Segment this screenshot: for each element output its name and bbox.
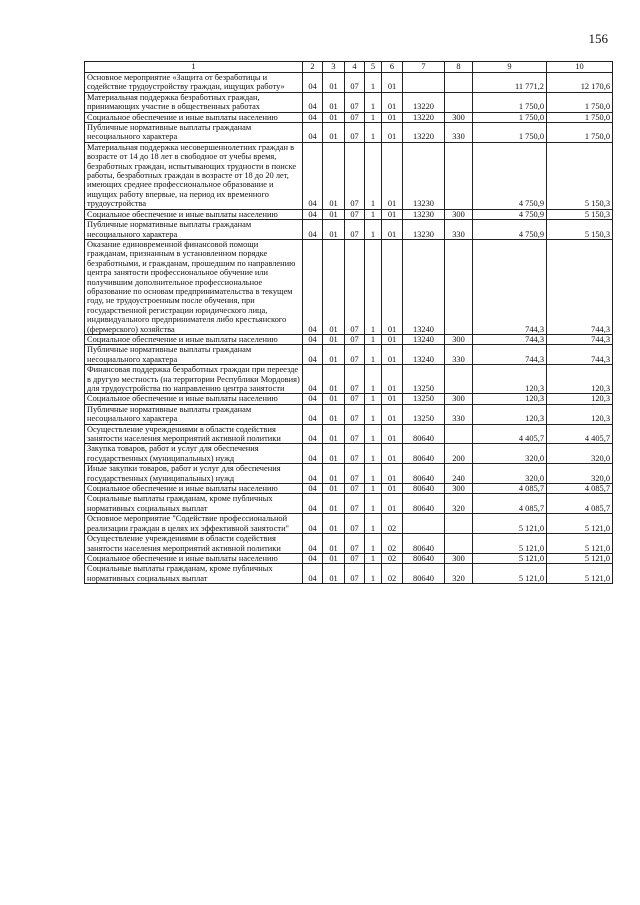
code-cell: 07 — [345, 553, 365, 563]
code-cell: 04 — [303, 424, 323, 444]
amount-cell: 120,3 — [547, 394, 613, 404]
code-cell: 01 — [382, 112, 403, 122]
column-header: 5 — [365, 62, 382, 73]
column-header: 6 — [382, 62, 403, 73]
amount-cell: 744,3 — [473, 239, 547, 334]
code-cell: 04 — [303, 334, 323, 344]
table-row — [85, 220, 613, 240]
column-header: 8 — [445, 62, 473, 73]
row-name-cell: Социальное обеспечение и иные выплаты населению — [85, 484, 303, 494]
code-cell: 1 — [365, 123, 382, 143]
table-row — [85, 534, 613, 554]
amount-cell: 320,0 — [547, 444, 613, 464]
code-cell: 1 — [365, 494, 382, 514]
code-cell: 04 — [303, 484, 323, 494]
column-header: 3 — [323, 62, 345, 73]
code-cell: 04 — [303, 394, 323, 404]
code-cell: 01 — [382, 484, 403, 494]
code-cell: 07 — [345, 514, 365, 534]
code-cell: 04 — [303, 553, 323, 563]
code-cell: 01 — [382, 494, 403, 514]
code-cell: 01 — [382, 444, 403, 464]
code-cell: 07 — [345, 365, 365, 394]
code-cell: 04 — [303, 444, 323, 464]
amount-cell: 4 405,7 — [473, 424, 547, 444]
code-cell: 01 — [323, 394, 345, 404]
code-cell: 04 — [303, 142, 323, 209]
table-row — [85, 345, 613, 365]
code-cell: 01 — [323, 334, 345, 344]
code-cell: 07 — [345, 484, 365, 494]
code-cell: 07 — [345, 239, 365, 334]
row-name-cell: Социальное обеспечение и иные выплаты населению — [85, 112, 303, 122]
amount-cell: 1 750,0 — [473, 123, 547, 143]
header-row — [85, 62, 613, 73]
amount-cell: 744,3 — [473, 345, 547, 365]
amount-cell: 5 121,0 — [547, 553, 613, 563]
code-cell: 13240 — [403, 239, 445, 334]
code-cell: 13240 — [403, 334, 445, 344]
code-cell: 13220 — [403, 112, 445, 122]
row-name-cell: Иные закупки товаров, работ и услуг для обеспечения государственных (муниципальных) нужд — [85, 464, 303, 484]
code-cell: 01 — [382, 394, 403, 404]
code-cell: 13240 — [403, 345, 445, 365]
row-name-cell: Осуществление учреждениями в области содействия занятости населения мероприятий активной политики — [85, 424, 303, 444]
code-cell: 02 — [382, 553, 403, 563]
column-header: 9 — [473, 62, 547, 73]
code-cell: 01 — [323, 365, 345, 394]
code-cell: 04 — [303, 92, 323, 112]
code-cell: 01 — [382, 464, 403, 484]
amount-cell: 4 085,7 — [547, 494, 613, 514]
code-cell: 04 — [303, 514, 323, 534]
amount-cell: 4 750,9 — [473, 209, 547, 219]
amount-cell: 120,3 — [547, 404, 613, 424]
code-cell: 04 — [303, 494, 323, 514]
code-cell: 1 — [365, 464, 382, 484]
code-cell: 04 — [303, 239, 323, 334]
row-name-cell: Оказание единовременной финансовой помощи гражданам, признанным в установленном порядке безработными, и гражданам, прошедшим по направлению центра занятости профессиональное обучение или получившим дополнительное профессиональное образование по основам предпринимательства в текущем году, не трудоустроенным после обучения, при государственной регистрации юридического лица, индивидуального предпринимателя либо крестьянского (фермерского) хозяйства — [85, 239, 303, 334]
amount-cell: 320,0 — [547, 464, 613, 484]
code-cell: 200 — [445, 444, 473, 464]
table-row — [85, 209, 613, 219]
code-cell: 07 — [345, 464, 365, 484]
code-cell: 1 — [365, 444, 382, 464]
code-cell — [445, 365, 473, 394]
code-cell — [445, 142, 473, 209]
page-number: 156 — [588, 31, 608, 46]
table-body — [85, 73, 613, 584]
code-cell: 01 — [323, 345, 345, 365]
row-name-cell: Материальная поддержка несовершеннолетних граждан в возрасте от 14 до 18 лет в свободное от учебы время, безработных граждан, испытывающих трудности в поиске работы, безработных граждан в возрасте от 18 до 20 лет, имеющих среднее профессиональное образование и ищущих работу впервые, на период их временного трудоустройства — [85, 142, 303, 209]
code-cell: 01 — [323, 73, 345, 93]
code-cell: 01 — [323, 444, 345, 464]
budget-table — [84, 61, 613, 584]
row-name-cell: Осуществление учреждениями в области содействия занятости населения мероприятий активной политики — [85, 534, 303, 554]
code-cell — [445, 239, 473, 334]
row-name-cell: Публичные нормативные выплаты гражданам несоциального характера — [85, 123, 303, 143]
code-cell: 13250 — [403, 404, 445, 424]
code-cell: 01 — [323, 92, 345, 112]
code-cell: 01 — [382, 123, 403, 143]
code-cell: 01 — [323, 424, 345, 444]
code-cell: 02 — [382, 564, 403, 584]
code-cell: 01 — [323, 209, 345, 219]
code-cell: 300 — [445, 209, 473, 219]
amount-cell: 320,0 — [473, 464, 547, 484]
code-cell: 01 — [382, 334, 403, 344]
code-cell: 01 — [382, 345, 403, 365]
amount-cell: 5 121,0 — [547, 564, 613, 584]
code-cell: 80640 — [403, 464, 445, 484]
code-cell: 04 — [303, 464, 323, 484]
table-row — [85, 564, 613, 584]
code-cell: 01 — [323, 112, 345, 122]
table-row — [85, 142, 613, 209]
column-header: 1 — [85, 62, 303, 73]
column-header: 10 — [547, 62, 613, 73]
table-row — [85, 444, 613, 464]
code-cell: 01 — [323, 494, 345, 514]
code-cell: 01 — [323, 553, 345, 563]
code-cell: 330 — [445, 404, 473, 424]
code-cell: 13250 — [403, 365, 445, 394]
row-name-cell: Социальное обеспечение и иные выплаты населению — [85, 334, 303, 344]
code-cell: 07 — [345, 334, 365, 344]
code-cell — [403, 73, 445, 93]
code-cell: 07 — [345, 345, 365, 365]
code-cell: 13220 — [403, 123, 445, 143]
code-cell — [445, 534, 473, 554]
amount-cell: 5 150,3 — [547, 209, 613, 219]
code-cell: 04 — [303, 404, 323, 424]
code-cell: 80640 — [403, 534, 445, 554]
code-cell: 1 — [365, 564, 382, 584]
table-row — [85, 112, 613, 122]
column-header: 2 — [303, 62, 323, 73]
code-cell: 04 — [303, 564, 323, 584]
code-cell: 330 — [445, 220, 473, 240]
code-cell: 01 — [382, 92, 403, 112]
code-cell: 1 — [365, 514, 382, 534]
code-cell: 13220 — [403, 92, 445, 112]
code-cell: 01 — [323, 239, 345, 334]
code-cell: 300 — [445, 553, 473, 563]
code-cell: 01 — [323, 220, 345, 240]
amount-cell: 4 085,7 — [547, 484, 613, 494]
code-cell: 13250 — [403, 394, 445, 404]
amount-cell: 744,3 — [473, 334, 547, 344]
amount-cell: 120,3 — [473, 394, 547, 404]
table-row — [85, 494, 613, 514]
code-cell: 1 — [365, 142, 382, 209]
row-name-cell: Публичные нормативные выплаты гражданам несоциального характера — [85, 345, 303, 365]
code-cell: 07 — [345, 564, 365, 584]
code-cell: 80640 — [403, 484, 445, 494]
code-cell: 07 — [345, 112, 365, 122]
code-cell — [403, 514, 445, 534]
code-cell — [445, 514, 473, 534]
amount-cell: 1 750,0 — [473, 112, 547, 122]
amount-cell: 4 405,7 — [547, 424, 613, 444]
code-cell: 80640 — [403, 494, 445, 514]
code-cell: 01 — [323, 464, 345, 484]
code-cell: 80640 — [403, 444, 445, 464]
row-name-cell: Финансовая поддержка безработных граждан при переезде в другую местность (на территории Республики Мордовия) для трудоустройства по направлению центра занятости — [85, 365, 303, 394]
code-cell: 02 — [382, 514, 403, 534]
code-cell: 07 — [345, 494, 365, 514]
code-cell: 07 — [345, 142, 365, 209]
row-name-cell: Материальная поддержка безработных граждан, принимающих участие в общественных работах — [85, 92, 303, 112]
code-cell: 01 — [323, 484, 345, 494]
amount-cell: 5 121,0 — [547, 514, 613, 534]
code-cell — [445, 73, 473, 93]
table-row — [85, 464, 613, 484]
code-cell: 300 — [445, 484, 473, 494]
amount-cell: 4 750,9 — [473, 142, 547, 209]
code-cell: 01 — [323, 514, 345, 534]
code-cell: 01 — [382, 239, 403, 334]
code-cell: 01 — [382, 365, 403, 394]
code-cell: 04 — [303, 345, 323, 365]
row-name-cell: Социальное обеспечение и иные выплаты населению — [85, 209, 303, 219]
table-row — [85, 92, 613, 112]
code-cell: 13230 — [403, 220, 445, 240]
amount-cell: 1 750,0 — [547, 92, 613, 112]
code-cell: 07 — [345, 444, 365, 464]
amount-cell: 5 121,0 — [473, 514, 547, 534]
row-name-cell: Социальные выплаты гражданам, кроме публичных нормативных социальных выплат — [85, 494, 303, 514]
code-cell: 300 — [445, 334, 473, 344]
code-cell: 07 — [345, 404, 365, 424]
code-cell: 04 — [303, 220, 323, 240]
code-cell: 07 — [345, 92, 365, 112]
code-cell: 01 — [382, 424, 403, 444]
table-row — [85, 123, 613, 143]
code-cell: 1 — [365, 553, 382, 563]
table-row — [85, 394, 613, 404]
code-cell: 01 — [382, 404, 403, 424]
code-cell: 13230 — [403, 209, 445, 219]
amount-cell: 4 750,9 — [473, 220, 547, 240]
code-cell: 01 — [323, 564, 345, 584]
code-cell: 07 — [345, 220, 365, 240]
code-cell: 300 — [445, 394, 473, 404]
code-cell: 1 — [365, 345, 382, 365]
code-cell: 04 — [303, 73, 323, 93]
table-row — [85, 553, 613, 563]
code-cell: 04 — [303, 123, 323, 143]
amount-cell: 1 750,0 — [547, 123, 613, 143]
amount-cell: 320,0 — [473, 444, 547, 464]
code-cell: 1 — [365, 334, 382, 344]
code-cell: 80640 — [403, 424, 445, 444]
code-cell: 330 — [445, 345, 473, 365]
amount-cell: 1 750,0 — [473, 92, 547, 112]
code-cell: 01 — [323, 534, 345, 554]
row-name-cell: Закупка товаров, работ и услуг для обеспечения государственных (муниципальных) нужд — [85, 444, 303, 464]
row-name-cell: Публичные нормативные выплаты гражданам несоциального характера — [85, 404, 303, 424]
code-cell: 240 — [445, 464, 473, 484]
code-cell: 1 — [365, 365, 382, 394]
code-cell: 1 — [365, 404, 382, 424]
amount-cell: 744,3 — [547, 334, 613, 344]
code-cell: 01 — [323, 142, 345, 209]
row-name-cell: Социальные выплаты гражданам, кроме публичных нормативных социальных выплат — [85, 564, 303, 584]
amount-cell: 5 150,3 — [547, 220, 613, 240]
row-name-cell: Основное мероприятие «Защита от безработицы и содействие трудоустройству граждан, ищущих работу» — [85, 73, 303, 93]
amount-cell: 1 750,0 — [547, 112, 613, 122]
amount-cell: 12 170,6 — [547, 73, 613, 93]
code-cell: 07 — [345, 534, 365, 554]
code-cell: 01 — [382, 142, 403, 209]
row-name-cell: Социальное обеспечение и иные выплаты населению — [85, 394, 303, 404]
code-cell: 07 — [345, 73, 365, 93]
amount-cell: 120,3 — [473, 365, 547, 394]
code-cell: 1 — [365, 394, 382, 404]
amount-cell: 744,3 — [547, 345, 613, 365]
amount-cell: 120,3 — [547, 365, 613, 394]
code-cell: 1 — [365, 209, 382, 219]
amount-cell: 5 121,0 — [473, 534, 547, 554]
code-cell: 1 — [365, 424, 382, 444]
amount-cell: 4 085,7 — [473, 484, 547, 494]
code-cell: 07 — [345, 424, 365, 444]
code-cell: 01 — [382, 220, 403, 240]
amount-cell: 11 771,2 — [473, 73, 547, 93]
table-row — [85, 365, 613, 394]
code-cell: 01 — [323, 404, 345, 424]
code-cell: 13230 — [403, 142, 445, 209]
table-row — [85, 239, 613, 334]
code-cell: 80640 — [403, 564, 445, 584]
code-cell: 02 — [382, 534, 403, 554]
code-cell: 07 — [345, 394, 365, 404]
table-row — [85, 514, 613, 534]
code-cell: 04 — [303, 365, 323, 394]
amount-cell: 120,3 — [473, 404, 547, 424]
code-cell: 07 — [345, 123, 365, 143]
row-name-cell: Социальное обеспечение и иные выплаты населению — [85, 553, 303, 563]
code-cell — [445, 92, 473, 112]
amount-cell: 744,3 — [547, 239, 613, 334]
table-row — [85, 73, 613, 93]
column-header: 4 — [345, 62, 365, 73]
code-cell: 1 — [365, 534, 382, 554]
amount-cell: 5 121,0 — [473, 553, 547, 563]
column-header: 7 — [403, 62, 445, 73]
code-cell: 1 — [365, 484, 382, 494]
row-name-cell: Публичные нормативные выплаты гражданам несоциального характера — [85, 220, 303, 240]
code-cell: 04 — [303, 209, 323, 219]
code-cell: 1 — [365, 92, 382, 112]
code-cell: 80640 — [403, 553, 445, 563]
code-cell: 320 — [445, 494, 473, 514]
amount-cell: 4 085,7 — [473, 494, 547, 514]
code-cell: 01 — [323, 123, 345, 143]
code-cell: 04 — [303, 112, 323, 122]
code-cell: 1 — [365, 73, 382, 93]
code-cell: 1 — [365, 112, 382, 122]
amount-cell: 5 150,3 — [547, 142, 613, 209]
code-cell: 04 — [303, 534, 323, 554]
table-row — [85, 404, 613, 424]
code-cell: 1 — [365, 220, 382, 240]
code-cell: 320 — [445, 564, 473, 584]
code-cell: 07 — [345, 209, 365, 219]
code-cell: 330 — [445, 123, 473, 143]
code-cell: 01 — [382, 73, 403, 93]
code-cell: 01 — [382, 209, 403, 219]
code-cell — [445, 424, 473, 444]
table-row — [85, 334, 613, 344]
amount-cell: 5 121,0 — [547, 534, 613, 554]
code-cell: 300 — [445, 112, 473, 122]
code-cell: 1 — [365, 239, 382, 334]
table-row — [85, 484, 613, 494]
row-name-cell: Основное мероприятие "Содействие профессиональной реализации граждан в целях их эффективной занятости" — [85, 514, 303, 534]
table-row — [85, 424, 613, 444]
amount-cell: 5 121,0 — [473, 564, 547, 584]
